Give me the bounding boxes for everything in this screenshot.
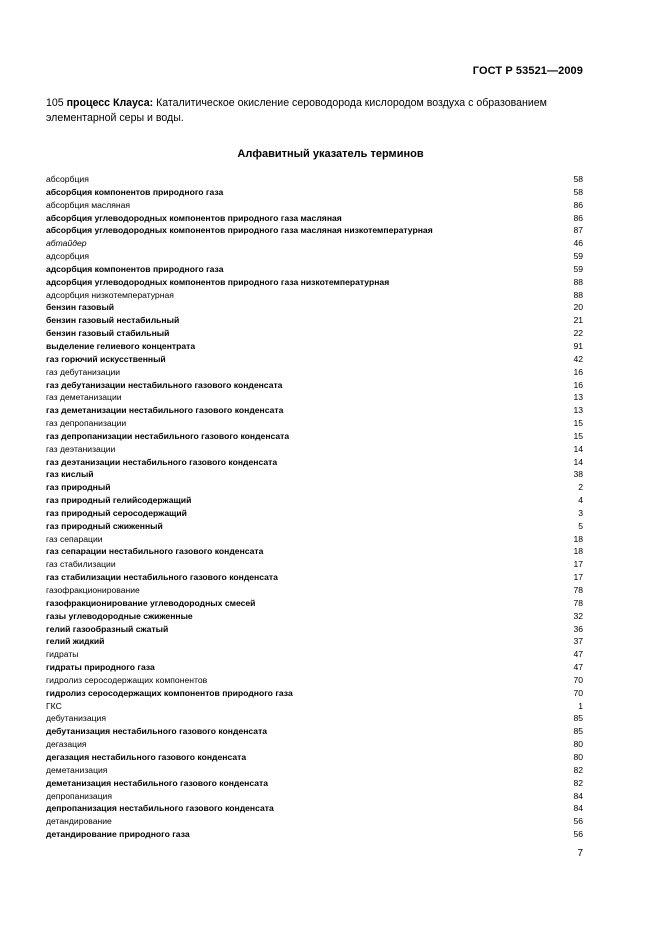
index-row	[46, 212, 583, 225]
index-page: 58	[573, 186, 583, 197]
index-term: дегазация нестабильного газового конденсата	[46, 751, 247, 762]
index-row	[46, 687, 583, 700]
index-row	[46, 366, 583, 379]
index-term: газ депропанизации	[46, 418, 127, 429]
index-page: 20	[573, 302, 583, 313]
index-page: 47	[573, 649, 583, 660]
index-row	[46, 661, 583, 674]
index-page: 14	[573, 456, 583, 467]
index-page: 4	[578, 495, 583, 506]
index-page: 18	[573, 533, 583, 544]
index-row	[46, 186, 583, 199]
index-term: газ депропанизации нестабильного газового конденсата	[46, 430, 290, 441]
index-term: газ дебутанизации нестабильного газового конденсата	[46, 379, 283, 390]
index-term: абсорбция компонентов природного газа	[46, 186, 224, 197]
index-page: 85	[573, 713, 583, 724]
index-row	[46, 173, 583, 186]
index-row	[46, 738, 583, 751]
index-term: гелий жидкий	[46, 636, 105, 647]
index-term: адсорбция углеводородных компонентов природного газа низкотемпературная	[46, 276, 390, 287]
index-term: газ природный гелийсодержащий	[46, 495, 192, 506]
index-term: детандирование природного газа	[46, 829, 190, 840]
index-term: бензин газовый стабильный	[46, 328, 170, 339]
index-term: газ сепарации	[46, 533, 103, 544]
index-term: газ деэтанизации нестабильного газового конденсата	[46, 456, 278, 467]
index-row	[46, 815, 583, 828]
index-row	[46, 224, 583, 237]
index-term: газ деэтанизации	[46, 443, 116, 454]
index-row	[46, 314, 583, 327]
index-page: 78	[573, 597, 583, 608]
index-term: адсорбция низкотемпературная	[46, 289, 174, 300]
index-term: абсорбция	[46, 174, 89, 184]
index-page: 18	[573, 546, 583, 557]
index-row	[46, 571, 583, 584]
index-page: 22	[573, 328, 583, 339]
index-page: 80	[573, 739, 583, 750]
index-term: газ природный серосодержащий	[46, 507, 187, 518]
index-row	[46, 700, 583, 713]
index-term: адсорбция	[46, 251, 90, 262]
index-row	[46, 610, 583, 623]
index-term: газофракционирование	[46, 585, 140, 595]
index-term: абсорбция углеводородных компонентов природного газа масляная низкотемпературная	[46, 225, 433, 236]
index-row	[46, 635, 583, 648]
index-row	[46, 289, 583, 302]
index-term: депропанизация нестабильного газового конденсата	[46, 803, 274, 814]
index-term: газ кислый	[46, 469, 94, 480]
index-term: газофракционирование углеводородных смесей	[46, 597, 256, 608]
index-row	[46, 263, 583, 276]
index-page: 84	[573, 790, 583, 801]
index-page: 85	[573, 726, 583, 737]
index-row	[46, 417, 583, 430]
index-row	[46, 558, 583, 571]
index-page: 88	[573, 289, 583, 300]
term-index	[46, 173, 583, 841]
index-row	[46, 327, 583, 340]
index-row	[46, 597, 583, 610]
index-page: 17	[573, 572, 583, 583]
index-page: 2	[578, 482, 583, 493]
index-term: дегазация	[46, 739, 87, 750]
index-row	[46, 777, 583, 790]
index-page: 91	[573, 340, 583, 351]
index-row	[46, 533, 583, 546]
index-row	[46, 481, 583, 494]
index-page: 32	[573, 610, 583, 621]
index-term: газ сепарации нестабильного газового конденсата	[46, 546, 264, 557]
index-row	[46, 648, 583, 661]
index-term: гелий газообразный сжатый	[46, 623, 169, 634]
index-term: бензин газовый	[46, 302, 115, 313]
index-row	[46, 430, 583, 443]
index-row	[46, 751, 583, 764]
index-row	[46, 790, 583, 803]
index-page: 82	[573, 764, 583, 775]
index-page: 13	[573, 392, 583, 403]
index-row	[46, 712, 583, 725]
index-row	[46, 584, 583, 597]
index-row	[46, 802, 583, 815]
index-page: 15	[573, 430, 583, 441]
index-page: 47	[573, 662, 583, 673]
index-row	[46, 250, 583, 263]
index-row	[46, 623, 583, 636]
index-row	[46, 391, 583, 404]
index-term: гидраты	[46, 649, 79, 660]
index-term: детандирование	[46, 816, 112, 827]
index-page: 70	[573, 687, 583, 698]
index-page: 86	[573, 212, 583, 223]
index-term: газ стабилизации нестабильного газового конденсата	[46, 572, 278, 583]
index-page: 37	[573, 636, 583, 647]
index-term: гидролиз серосодержащих компонентов	[46, 674, 208, 685]
index-term: дебутанизация	[46, 713, 106, 724]
index-page: 87	[573, 225, 583, 236]
index-term: адсорбция компонентов природного газа	[46, 263, 224, 274]
index-page: 88	[573, 276, 583, 287]
index-row	[46, 340, 583, 353]
index-row	[46, 674, 583, 687]
index-row	[46, 443, 583, 456]
definition-number: 105	[46, 97, 64, 109]
index-row	[46, 468, 583, 481]
index-term: выделение гелиевого концентрата	[46, 340, 196, 351]
index-page: 15	[573, 418, 583, 429]
document-header: ГОСТ Р 53521—2009	[472, 65, 583, 77]
index-page: 46	[573, 238, 583, 249]
index-page: 17	[573, 559, 583, 570]
index-term: деметанизация нестабильного газового конденсата	[46, 777, 269, 788]
index-row	[46, 520, 583, 533]
index-term: газ деметанизации нестабильного газового конденсата	[46, 405, 284, 416]
index-page: 36	[573, 623, 583, 634]
index-page: 58	[573, 174, 583, 184]
index-page: 38	[573, 469, 583, 480]
index-term: абтайдер	[46, 238, 87, 249]
index-term: депропанизация	[46, 790, 113, 801]
index-page: 70	[573, 674, 583, 685]
index-row	[46, 301, 583, 314]
index-row	[46, 199, 583, 212]
index-page: 78	[573, 585, 583, 595]
index-page: 42	[573, 353, 583, 364]
index-page: 82	[573, 777, 583, 788]
index-page: 80	[573, 751, 583, 762]
index-term: газ горючий искусственный	[46, 353, 166, 364]
index-term: абсорбция масляная	[46, 199, 131, 210]
index-page: 16	[573, 366, 583, 377]
index-page: 59	[573, 251, 583, 262]
index-page: 56	[573, 829, 583, 840]
index-page: 16	[573, 379, 583, 390]
definition-entry	[46, 96, 583, 126]
index-term: деметанизация	[46, 764, 108, 775]
index-row	[46, 545, 583, 558]
index-row	[46, 404, 583, 417]
index-term: бензин газовый нестабильный	[46, 315, 180, 326]
index-term: дебутанизация нестабильного газового конденсата	[46, 726, 268, 737]
index-row	[46, 456, 583, 469]
index-row	[46, 764, 583, 777]
index-page: 86	[573, 199, 583, 210]
index-row	[46, 507, 583, 520]
index-row	[46, 276, 583, 289]
index-term: газ природный сжиженный	[46, 520, 163, 531]
index-term: абсорбция углеводородных компонентов природного газа масляная	[46, 212, 342, 223]
index-term: гидраты природного газа	[46, 662, 155, 673]
index-page: 5	[578, 520, 583, 531]
definition-text: Каталитическое окисление сероводорода кислородом воздуха с образованием элементарной серы и воды.	[46, 97, 547, 124]
index-term: ГКС	[46, 700, 62, 711]
index-term: газы углеводородные сжиженные	[46, 610, 193, 621]
index-page: 56	[573, 816, 583, 827]
index-row	[46, 828, 583, 841]
index-term: газ дебутанизации	[46, 366, 121, 377]
index-page: 21	[573, 315, 583, 326]
index-row	[46, 237, 583, 250]
index-row	[46, 725, 583, 738]
index-term: газ стабилизации	[46, 559, 116, 570]
index-title: Алфавитный указатель терминов	[237, 148, 424, 160]
index-page: 3	[578, 507, 583, 518]
index-page: 14	[573, 443, 583, 454]
index-page: 59	[573, 263, 583, 274]
definition-term: процесс Клауса:	[66, 97, 154, 109]
index-row	[46, 494, 583, 507]
index-page: 84	[573, 803, 583, 814]
index-row	[46, 379, 583, 392]
index-term: газ природный	[46, 482, 111, 493]
page-number: 7	[577, 848, 583, 859]
index-page: 13	[573, 405, 583, 416]
index-page: 1	[578, 700, 583, 711]
index-row	[46, 353, 583, 366]
index-term: газ деметанизации	[46, 392, 122, 403]
index-term: гидролиз серосодержащих компонентов природного газа	[46, 687, 293, 698]
